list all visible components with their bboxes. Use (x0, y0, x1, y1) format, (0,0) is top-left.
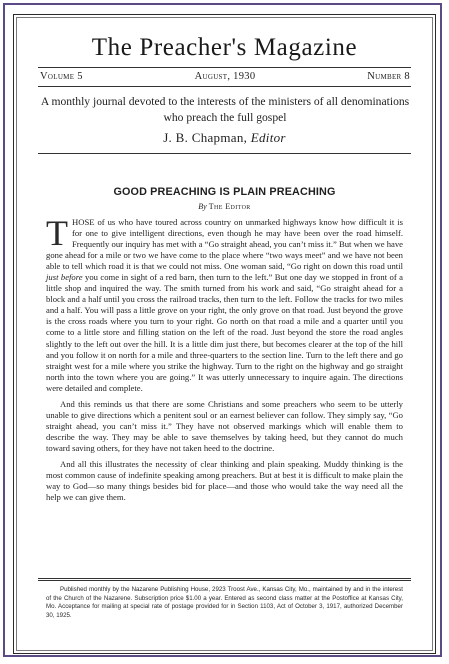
rule-footer-top (38, 578, 411, 579)
rule-masthead-bottom (38, 86, 411, 87)
issue-date: August, 1930 (194, 71, 256, 82)
article-byline (0, 202, 449, 211)
issue-info-row (40, 71, 410, 85)
article-paragraph-1 (46, 213, 403, 394)
rule-footer-top-double (38, 580, 411, 581)
editor-title: Editor (250, 130, 286, 145)
byline-prefix: By (198, 202, 207, 211)
paragraph-1-part-b: you come in sight of a red barn, then turn to the left.” But one day we stopped in front of a little shop and inquired the way. The smith turned from his work and said, “Go straight ahead for a block and a half until you cross the railroad tracks, then turn to the left. Follow the tracks for two miles and a half. You will pass a little grove on your right, the only grove on that road. Just beyond the grove is the cross roads where you turn to your right. Go north on that road a mile and a quarter until you come to a little store and filling station on the left of the road. Just beyond the store the road angles slightly to the left out over the hill. It is a little dim just there, but becomes clearer at the top of the hill and you follow it on north for a mile and three-quarters to the section line. Turn to the left there and go straight west for a mile where you strike the highway. Turn to the right on the highway and go straight north into the town where you are going.” It was utterly unnecessary to inquire again. The directions were detailed and complete. (46, 272, 403, 393)
magazine-title: The Preacher's Magazine (91, 34, 358, 61)
magazine-tagline: A monthly journal devoted to the interests of the ministers of all denominations who preach the full gospel (40, 95, 410, 124)
rule-editor (38, 153, 411, 154)
publication-notice-text: Published monthly by the Nazarene Publishing House, 2923 Troost Ave., Kansas City, Mo., maintained by and in the interest of the Church of the Nazarene. Subscription price $1.00 a year. Entered as second class matter at the Postoffice at Kansas City, Mo. Acceptance for mailing at special rate of postage provided for in Section 1103, Act of October 3, 1917, authorized December 30, 1925. (46, 586, 403, 619)
editor-name: J. B. Chapman, (163, 130, 248, 145)
article-paragraph-3: And all this illustrates the necessity of clear thinking and plain speaking. Muddy thinking is the most common cause of indefinite speaking among preachers. But at best it is difficult to make plain the way to God—so many things besides bid for place—and those who would take the way need all the help we can give them. (46, 458, 403, 503)
issue-number: Number 8 (367, 71, 410, 82)
rule-masthead-top (38, 67, 411, 68)
paragraph-1-emphasis: just before (46, 272, 83, 283)
byline-author: The Editor (208, 202, 251, 211)
article-body (46, 213, 403, 503)
paragraph-1-part-a: HOSE of us who have toured across country on unmarked highways know how difficult it is for one to give intelligent directions, even though he may have been over the road himself. Frequently our inquiry has met with a “Go straight ahead, you can’t miss it.” But when we have gone ahead for a mile or two we have come to the place where “two ways meet” and we have not been able to tell which road it is that we could not miss. One woman said, “Go right on down this road until (46, 217, 403, 272)
drop-cap: T (46, 213, 68, 253)
article-title: GOOD PREACHING IS PLAIN PREACHING (113, 186, 336, 198)
editor-line (0, 130, 449, 146)
article-paragraph-2: And this reminds us that there are some Christians and some preachers who seem to be utterly unable to give directions which a penitent soul or an earnest believer can follow. They simply say, “Go straight ahead, you can’t miss it.” They have not observed markings which will enable them to describe the way. They may be able to save themselves by taking heed, but they cannot do much toward saving others, for they have not taken heed to the doctrine. (46, 398, 403, 453)
publication-notice (46, 586, 403, 620)
volume-label: Volume 5 (40, 71, 83, 82)
